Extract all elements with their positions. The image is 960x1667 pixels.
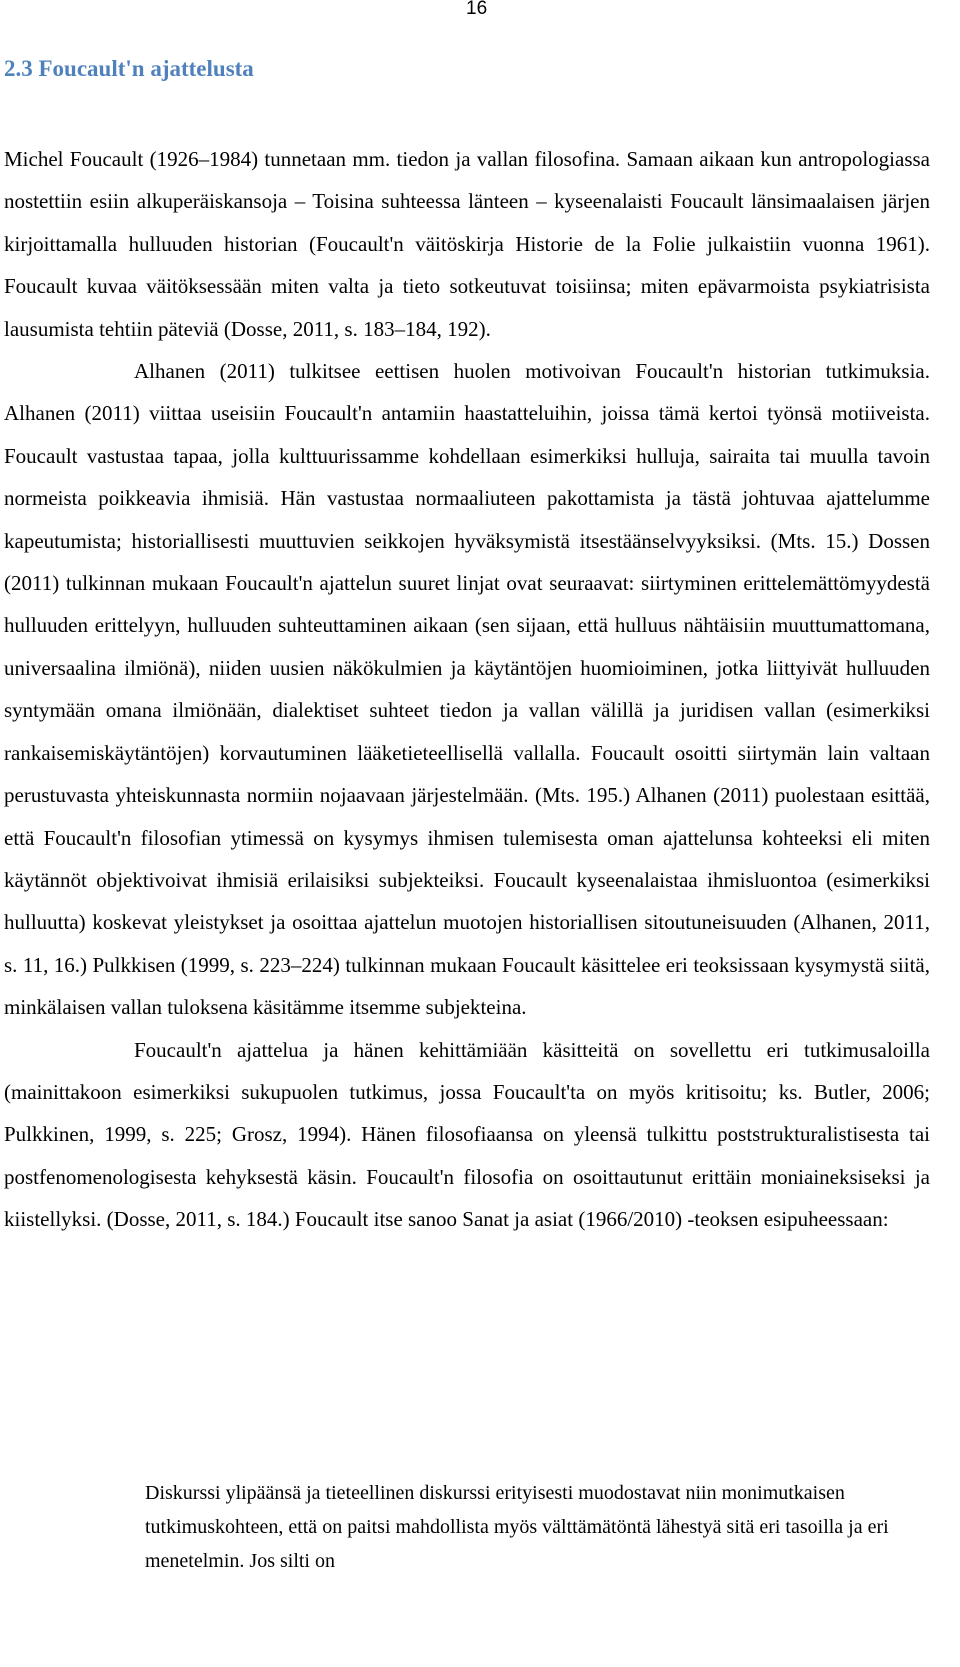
section-heading: 2.3 Foucault'n ajattelusta xyxy=(4,56,254,81)
paragraph-2: Alhanen (2011) tulkitsee eettisen huolen motivoivan Foucault'n historian tutkimuksia. Alhanen (2011) viittaa useisiin Foucault'n antamiin haastatteluihin, joissa tämä kertoi työnsä motiiveista. Foucault vastustaa tapaa, jolla kulttuurissamme kohdellaan esimerkiksi hulluja, sairaita tai muulla tavoin normeista poikkeavia ihmisiä. Hän vastustaa normaaliuteen pakottamista ja tästä johtuvaa ajattelumme kapeutumista; historiallisesti muuttuvien seikkojen hyväksymistä itsestäänselvyyksiksi. (Mts. 15.) Dossen (2011) tulkinnan mukaan Foucault'n ajattelun suuret linjat ovat seuraavat: siirtyminen erittelemättömyydestä hulluuden erittelyyn, hulluuden suhteuttaminen aikaan (sen sijaan, että hulluus nähtäisiin muuttumattomana, universaalina ilmiönä), niiden uusien näkökulmien ja käytäntöjen huomioiminen, jotka liittyivät hulluuden syntymään omana ilmiönään, dialektiset suhteet tiedon ja vallan välillä ja juridisen vallan (esimerkiksi rankaisemiskäytäntöjen) korvautuminen lääketieteellisellä vallalla. Foucault osoitti siirtymän lain valtaan perustuvasta yhteiskunnasta normiin nojaavaan järjestelmään. (Mts. 195.) Alhanen (2011) puolestaan esittää, että Foucault'n filosofian ytimessä on kysymys ihmisen tulemisesta oman ajattelunsa kohteeksi eli miten käytännöt objektivoivat ihmisiä erilaisiksi subjekteiksi. Foucault kyseenalaistaa ihmisluontoa (esimerkiksi hulluutta) koskevat yleistykset ja osoittaa ajattelun muotojen historiallisen sitoutuneisuuden (Alhanen, 2011, s. 11, 16.) Pulkkisen (1999, s. 223–224) tulkinnan mukaan Foucault käsittelee eri teoksissaan kysymystä siitä, minkälaisen vallan tuloksena käsitämme itsemme subjekteina. xyxy=(4,359,930,1020)
paragraph-1: Michel Foucault (1926–1984) tunnetaan mm. tiedon ja vallan filosofina. Samaan aikaan kun antropologiassa nostettiin esiin alkuperäiskansoja – Toisina suhteessa länteen – kyseenalaisti Foucault länsimaalaisen järjen kirjoittamalla hulluuden historian (Foucault'n väitöskirja Historie de la Folie julkaistiin vuonna 1961). Foucault kuvaa väitöksessään miten valta ja tieto sotkeutuvat toisiinsa; miten epävarmoista psykiatrisista lausumista tehtiin päteviä (Dosse, 2011, s. 183–184, 192). xyxy=(4,147,930,341)
block-quote: Diskurssi ylipäänsä ja tieteellinen diskurssi erityisesti muodostavat niin monimutkaisen tutkimuskohteen, että on paitsi mahdollista myös välttämätöntä lähestyä sitä eri tasoilla ja eri menetelmin. Jos silti on xyxy=(145,1482,889,1572)
paragraph-3: Foucault'n ajattelua ja hänen kehittämiään käsitteitä on sovellettu eri tutkimusaloilla (mainittakoon esimerkiksi sukupuolen tutkimus, jossa Foucault'ta on myös kritisoitu; ks. Butler, 2006; Pulkkinen, 1999, s. 225; Grosz, 1994). Hänen filosofiaansa on yleensä tulkittu poststrukturalistisesta tai postfenomenologisesta kehyksestä käsin. Foucault'n filosofia on osoittautunut erittäin moniaineksiseksi ja kiistellyksi. (Dosse, 2011, s. 184.) Foucault itse sanoo Sanat ja asiat (1966/2010) -teoksen esipuheessaan: xyxy=(4,1037,930,1232)
page-number: 16 xyxy=(466,0,488,19)
body-text xyxy=(4,138,930,1241)
